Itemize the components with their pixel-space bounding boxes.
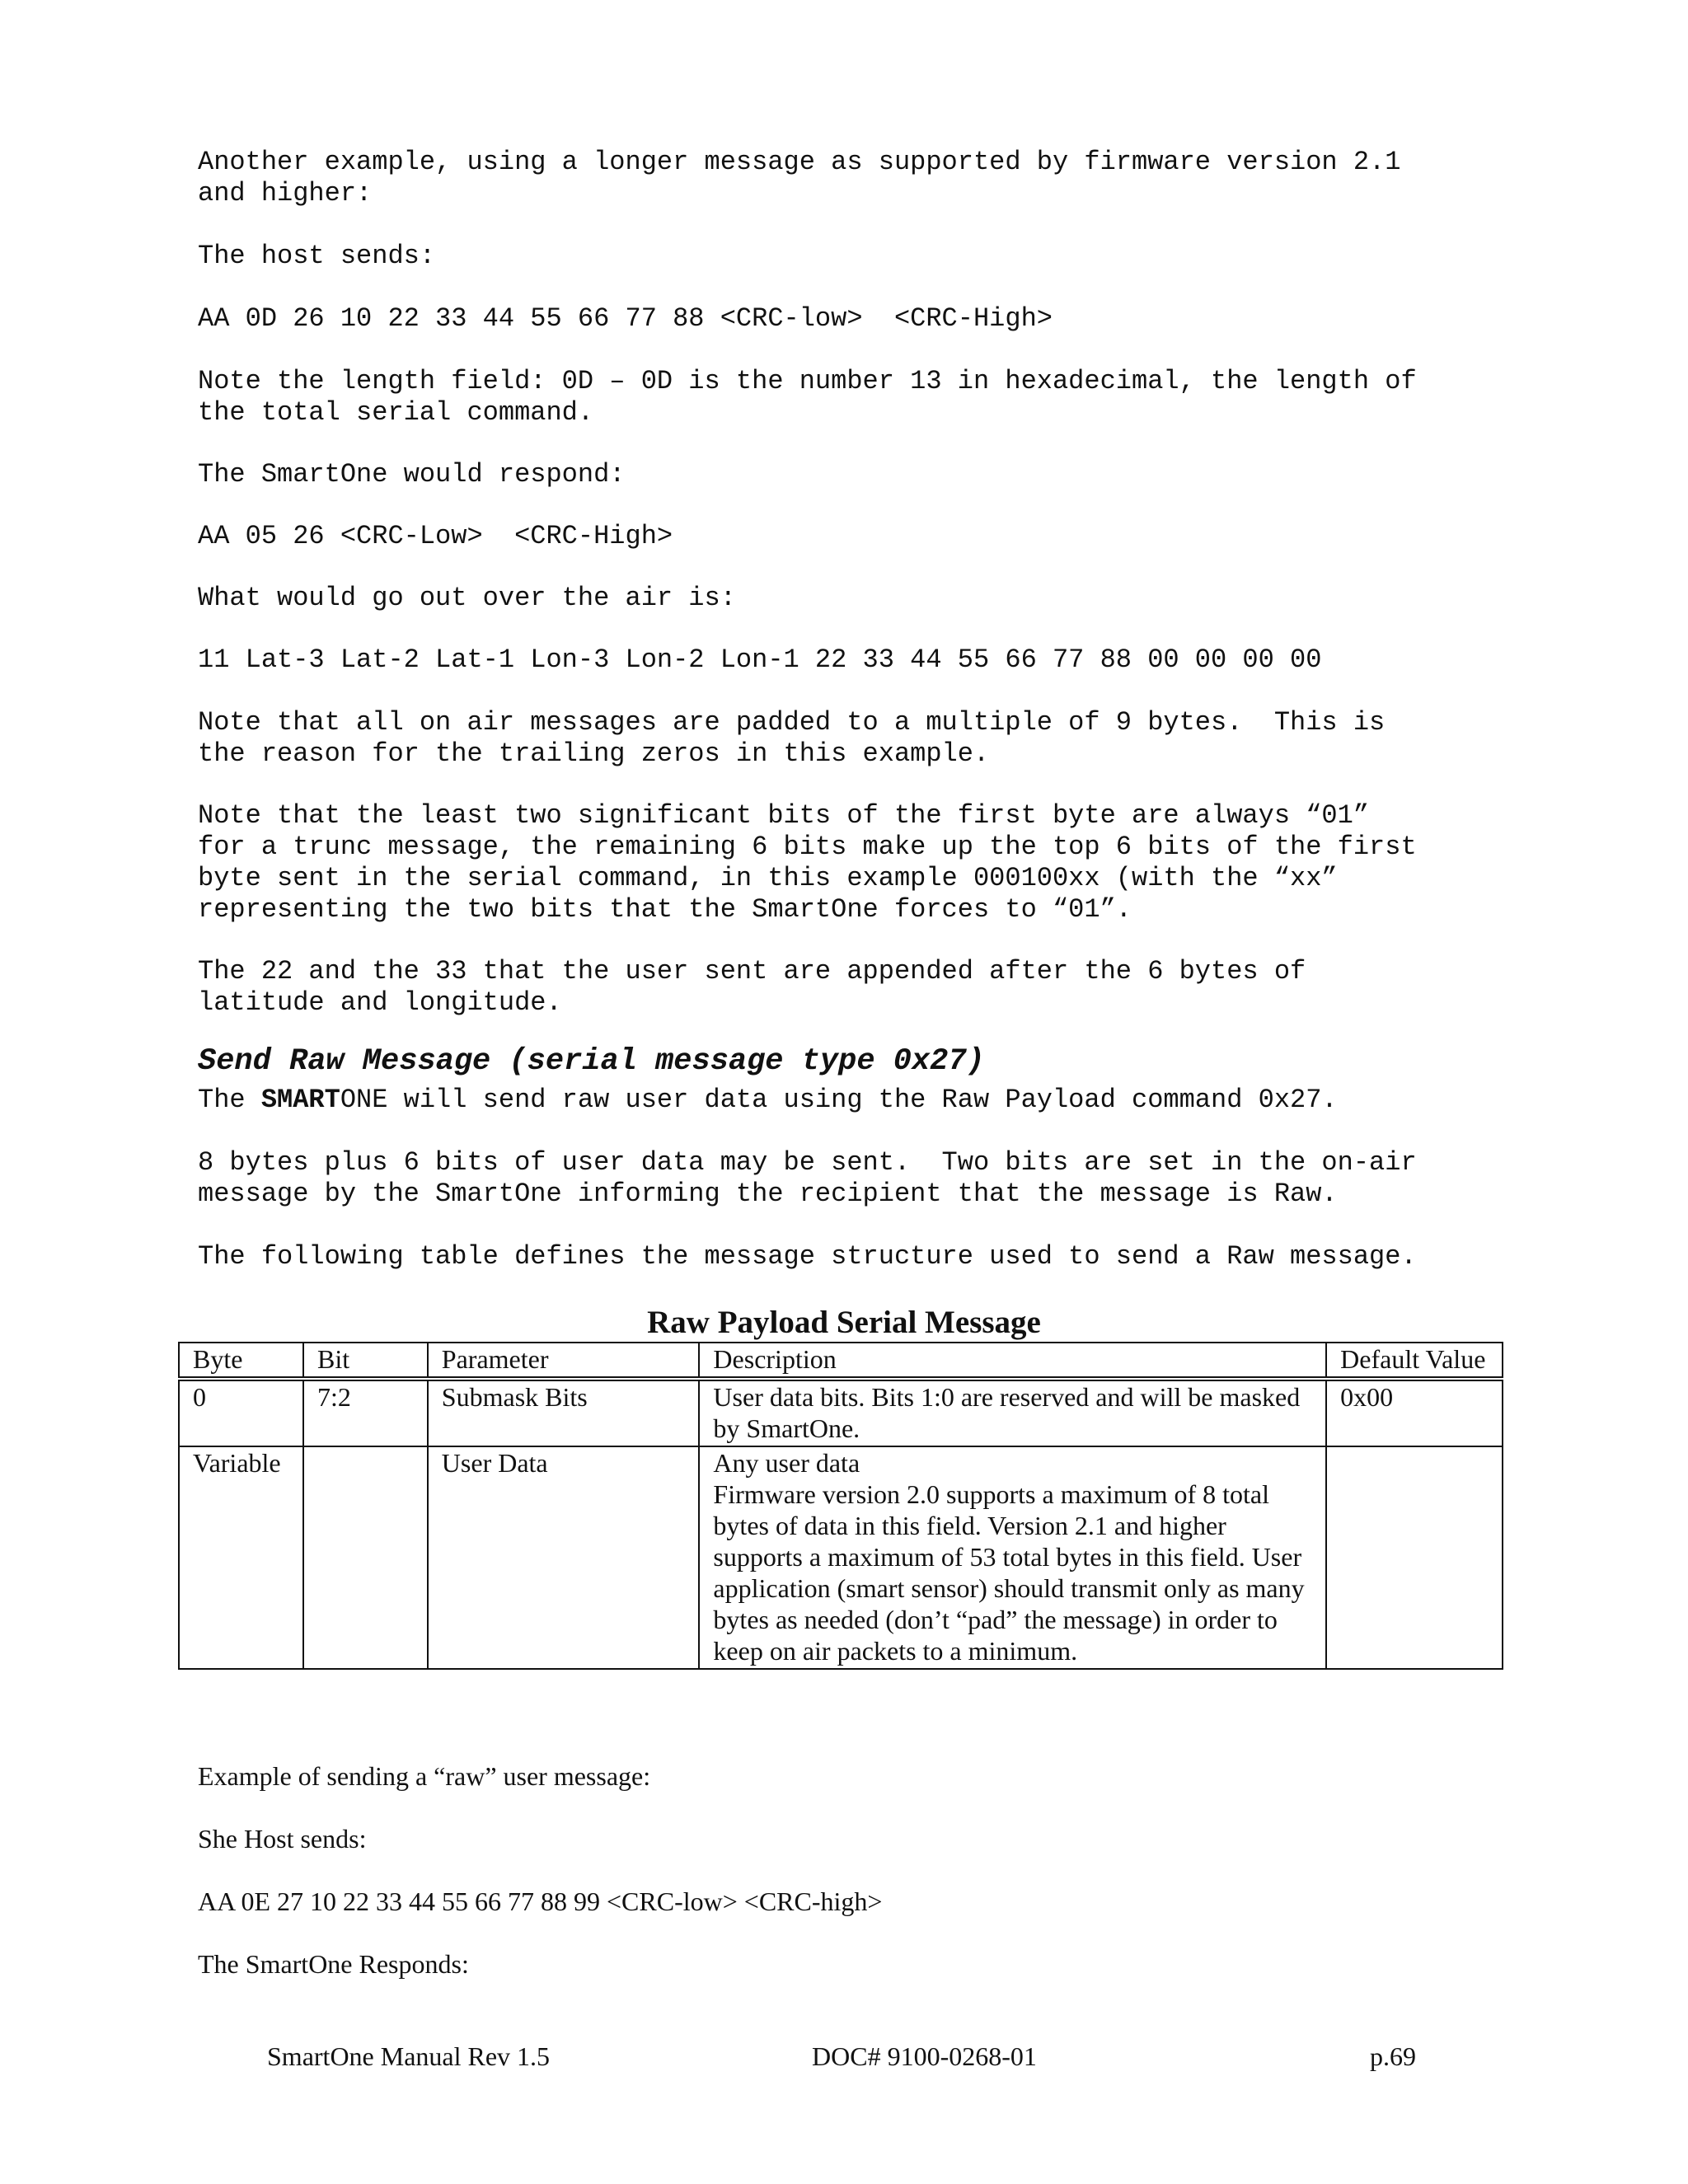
- cell-description: Any user data Firmware version 2.0 supports a maximum of 8 total bytes of data in this field. Version 2.1 and higher supports a maximum of 53 total bytes in this field. User application (smart sensor) should transmit only as many bytes as needed (don’t “pad” the message) in order to keep on air packets to a minimum.: [699, 1446, 1326, 1669]
- smartone-brand: SMART: [260, 1085, 340, 1115]
- length-field-note: Note the length field: 0D – 0D is the number 13 in hexadecimal, the length of the total serial command.: [198, 366, 1417, 428]
- cell-parameter: Submask Bits: [428, 1379, 700, 1446]
- bits-note: Note that the least two significant bits of the first byte are always “01” for a trunc message, the remaining 6 bits make up the top 6 bits of the first byte sent in the serial command, in this example 000100xx (with the “xx” representing the two bits that the SmartOne forces to “01”.: [198, 800, 1417, 925]
- footer-doc-number: DOC# 9100-0268-01: [812, 2041, 1037, 2071]
- cell-default: [1326, 1446, 1503, 1669]
- table-row: [179, 1379, 1503, 1446]
- respond-label: The SmartOne would respond:: [198, 459, 626, 490]
- footer-manual-rev: SmartOne Manual Rev 1.5: [267, 2041, 551, 2071]
- section-heading: Send Raw Message (serial message type 0x27): [198, 1044, 985, 1079]
- cell-byte: 0: [179, 1379, 303, 1446]
- example-label: Example of sending a “raw” user message:: [198, 1761, 651, 1791]
- raw-payload-intro: [198, 1085, 1338, 1116]
- example-host-sends-bytes: AA 0E 27 10 22 33 44 55 66 77 88 99 <CRC-low> <CRC-high>: [198, 1886, 883, 1916]
- header-description: Description: [699, 1343, 1326, 1379]
- host-sends-bytes: AA 0D 26 10 22 33 44 55 66 77 88 <CRC-low> <CRC-High>: [198, 303, 1053, 334]
- header-bit: Bit: [303, 1343, 428, 1379]
- host-sends-label: The host sends:: [198, 241, 436, 271]
- cell-parameter: User Data: [428, 1446, 700, 1669]
- respond-bytes: AA 05 26 <CRC-Low> <CRC-High>: [198, 521, 673, 551]
- append-note: The 22 and the 33 that the user sent are appended after the 6 bytes of latitude and longitude.: [198, 956, 1306, 1018]
- header-parameter: Parameter: [428, 1343, 700, 1379]
- cell-default: 0x00: [1326, 1379, 1503, 1446]
- footer-page-number: p.69: [1370, 2041, 1416, 2071]
- cell-description: User data bits. Bits 1:0 are reserved and will be masked by SmartOne.: [699, 1379, 1326, 1446]
- table-intro: The following table defines the message structure used to send a Raw message.: [198, 1241, 1417, 1272]
- intro-paragraph: Another example, using a longer message as supported by firmware version 2.1 and higher:: [198, 147, 1401, 209]
- table-row: [179, 1446, 1503, 1669]
- cell-bit: [303, 1446, 428, 1669]
- intro-prefix: The: [198, 1085, 261, 1115]
- header-default-value: Default Value: [1326, 1343, 1503, 1379]
- over-air-bytes: 11 Lat-3 Lat-2 Lat-1 Lon-3 Lon-2 Lon-1 22 33 44 55 66 77 88 00 00 00 00: [198, 644, 1322, 675]
- table-title: Raw Payload Serial Message: [647, 1305, 1041, 1340]
- intro-suffix: ONE will send raw user data using the Raw Payload command 0x27.: [340, 1085, 1338, 1115]
- example-responds-label: The SmartOne Responds:: [198, 1949, 469, 1979]
- over-air-label: What would go out over the air is:: [198, 583, 736, 613]
- header-byte: Byte: [179, 1343, 303, 1379]
- table-header-row: [179, 1343, 1503, 1379]
- example-host-sends-label: She Host sends:: [198, 1824, 367, 1854]
- cell-byte: Variable: [179, 1446, 303, 1669]
- user-data-bits-paragraph: 8 bytes plus 6 bits of user data may be sent. Two bits are set in the on-air message by the SmartOne informing the recipient that the message is Raw.: [198, 1147, 1417, 1209]
- padding-note: Note that all on air messages are padded to a multiple of 9 bytes. This is the reason for the trailing zeros in this example.: [198, 707, 1386, 769]
- raw-payload-table: [178, 1342, 1503, 1670]
- cell-bit: 7:2: [303, 1379, 428, 1446]
